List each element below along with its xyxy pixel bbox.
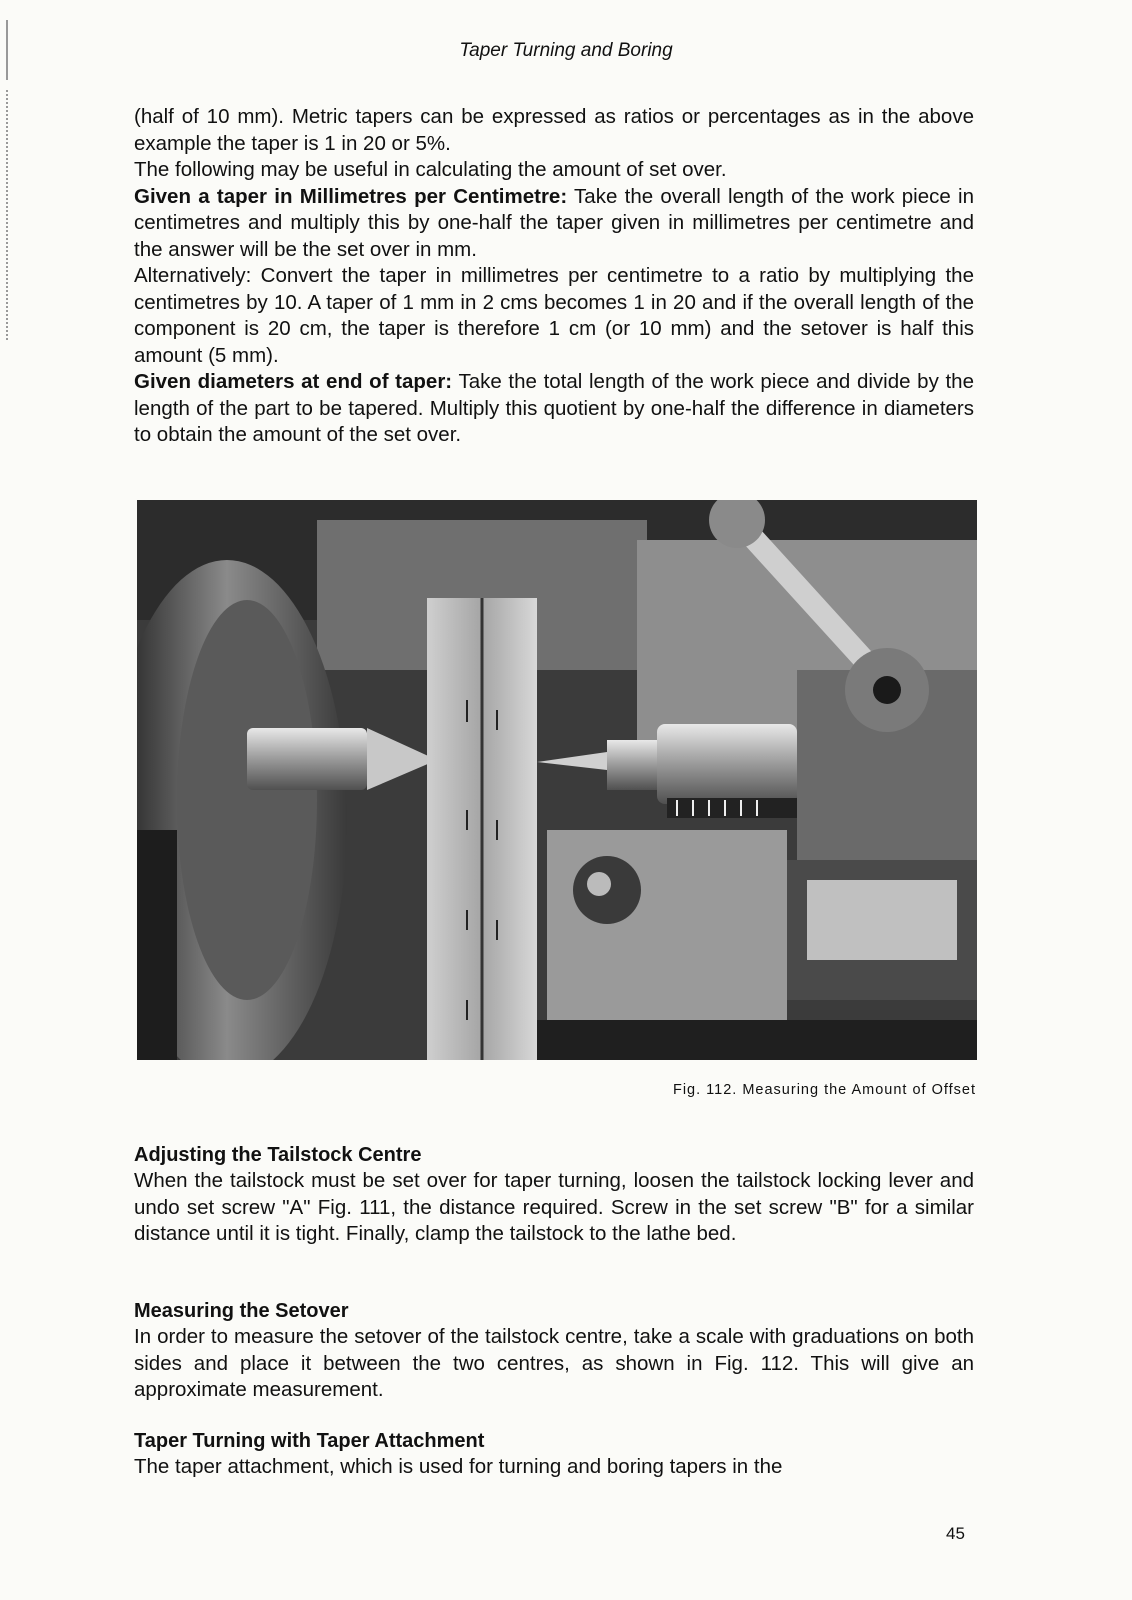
section-adjusting-tailstock [134,1142,974,1248]
intro-paragraph [134,369,974,449]
intro-text [134,104,974,449]
section-body: The taper attachment, which is used for turning and boring tapers in the [134,1455,783,1478]
section-heading: Taper Turning with Taper Attachment [134,1430,485,1452]
section-heading: Adjusting the Tailstock Centre [134,1144,422,1166]
intro-paragraph: (half of 10 mm). Metric tapers can be expressed as ratios or percentages as in the above example the taper is 1 in 20 or 5%. [134,105,974,155]
paragraph-lead: Given diameters at end of taper: [134,370,453,393]
running-title: Taper Turning and Boring [459,40,673,61]
section-body: When the tailstock must be set over for taper turning, loosen the tailstock locking lever and undo set screw "A" Fig. 111, the distance required. Screw in the set screw "B" for a similar distance until it is tight. Finally, clamp the tailstock to the lathe bed. [134,1169,974,1245]
page-number: 45 [946,1524,965,1543]
lathe-photo-illustration [137,500,977,1060]
intro-paragraph [134,184,974,264]
section-measuring-setover [134,1298,974,1404]
section-body: In order to measure the setover of the tailstock centre, take a scale with graduations on both sides and place it between the two centres, as shown in Fig. 112. This will give an approximate measurement. [134,1325,974,1401]
section-heading: Measuring the Setover [134,1300,349,1322]
intro-paragraph: The following may be useful in calculating the amount of set over. [134,158,727,181]
paragraph-body: Take the overall length of the work piece in centimetres and multiply this by one-half the taper given in millimetres per centimetre and the answer will be the set over in mm. [134,184,974,261]
paragraph-lead: Given a taper in Millimetres per Centimetre: [134,184,568,208]
paragraph-body: Take the total length of the work piece and divide by the length of the part to be tapered. Multiply this quotient by one-half the difference in diameters to obtain the amount of the set over. [134,370,974,446]
section-taper-attachment [134,1428,974,1481]
intro-paragraph: Alternatively: Convert the taper in millimetres per centimetre to a ratio by multiplying the centimetres by 10. A taper of 1 mm in 2 cms becomes 1 in 20 and if the overall length of the component is 20 cm, the taper is therefore 1 cm (or 10 mm) and the setover is half this amount (5 mm). [134,264,974,367]
figure-caption: Fig. 112. Measuring the Amount of Offset [672,1082,976,1098]
scan-edge-mark [6,90,18,340]
lathe-photo [137,500,977,1060]
